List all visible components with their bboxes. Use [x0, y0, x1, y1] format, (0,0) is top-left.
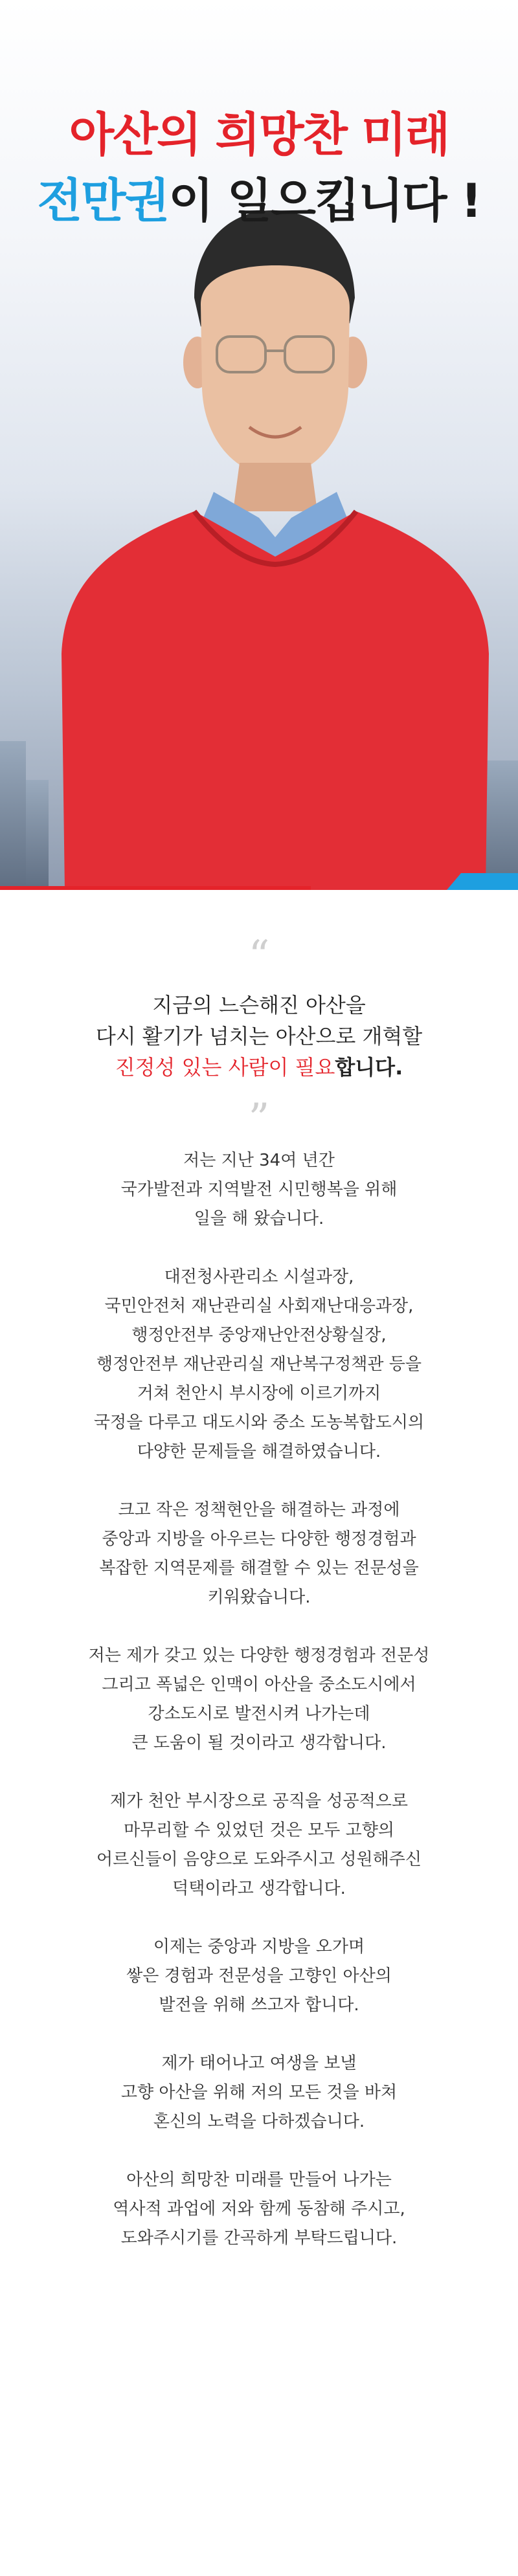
paragraph-line: 그리고 폭넓은 인맥이 아산을 중소도시에서 [102, 1675, 416, 1694]
paragraph-line: 마무리할 수 있었던 것은 모두 고향의 [123, 1821, 395, 1840]
paragraph-line: 큰 도움이 될 것이라고 생각합니다. [131, 1733, 387, 1753]
quote-section [0, 890, 518, 1143]
paragraph-line: 국정을 다루고 대도시와 중소 도농복합도시의 [93, 1413, 425, 1432]
headline-line-1: 아산의 희망찬 미래 [69, 107, 449, 162]
body-paragraph [0, 1496, 518, 1612]
body-paragraph [0, 2049, 518, 2137]
headline-line-2 [0, 163, 518, 230]
close-quote-icon: ” [248, 1095, 270, 1143]
quote-line-end: 합니다. [335, 1055, 403, 1080]
paragraph-line: 일을 해 왔습니다. [194, 1209, 324, 1228]
paragraph-line: 저는 제가 갖고 있는 다양한 행정경험과 전문성 [88, 1646, 430, 1665]
paragraph-line: 어르신들이 음양으로 도와주시고 성원해주신 [96, 1850, 422, 1869]
body-paragraph [0, 1146, 518, 1234]
paragraph-line: 강소도시로 발전시켜 나가는데 [148, 1704, 370, 1724]
quote-text [0, 990, 518, 1083]
quote-highlight: 진정성 있는 사람이 필요 [115, 1055, 335, 1080]
paragraph-line: 저는 지난 34여 년간 [183, 1151, 335, 1170]
paragraph-line: 역사적 과업에 저와 함께 동참해 주시고, [113, 2199, 405, 2219]
candidate-name: 전만권 [37, 173, 169, 228]
paragraph-line: 고향 아산을 위해 저의 모든 것을 바쳐 [120, 2083, 398, 2102]
paragraph-line: 행정안전부 중앙재난안전상황실장, [131, 1326, 387, 1345]
paragraph-line: 대전청사관리소 시설과장, [164, 1267, 354, 1287]
paragraph-line: 복잡한 지역문제를 해결할 수 있는 전문성을 [99, 1559, 419, 1578]
body-paragraph [0, 1641, 518, 1758]
paragraph-line: 다양한 문제들을 해결하였습니다. [137, 1442, 381, 1461]
paragraph-line: 아산의 희망찬 미래를 만들어 나가는 [126, 2170, 392, 2190]
body-paragraph [0, 2166, 518, 2253]
paragraph-line: 국가발전과 지역발전 시민행복을 위해 [120, 1180, 398, 1199]
body-paragraph [0, 1787, 518, 1904]
paragraph-line: 제가 태어나고 여생을 보낼 [161, 2054, 357, 2073]
quote-line: 지금의 느슨해진 아산을 [152, 993, 366, 1017]
paragraph-line: 중앙과 지방을 아우르는 다양한 행정경험과 [102, 1529, 416, 1549]
hero-banner [0, 0, 518, 890]
headline-line-2-rest: 이 일으킵니다 ! [168, 173, 481, 228]
open-quote-icon: “ [248, 932, 270, 980]
body-paragraph [0, 1263, 518, 1467]
paragraph-line: 키워왔습니다. [207, 1588, 311, 1607]
body-paragraph [0, 1933, 518, 2020]
paragraph-line: 이제는 중앙과 지방을 오가며 [153, 1937, 365, 1957]
paragraph-line: 국민안전처 재난관리실 사회재난대응과장, [104, 1296, 414, 1316]
body-text [0, 1146, 518, 2253]
paragraph-line: 발전을 위해 쓰고자 합니다. [159, 1995, 359, 2015]
paragraph-line: 덕택이라고 생각합니다. [172, 1879, 346, 1898]
quote-line [0, 1052, 518, 1083]
quote-line: 다시 활기가 넘치는 아산으로 개혁할 [95, 1024, 423, 1049]
paragraph-line: 거쳐 천안시 부시장에 이르기까지 [137, 1384, 381, 1403]
paragraph-line: 제가 천안 부시장으로 공직을 성공적으로 [109, 1792, 409, 1811]
paragraph-line: 크고 작은 정책현안을 해결하는 과정에 [118, 1500, 400, 1520]
paragraph-line: 혼신의 노력을 다하겠습니다. [153, 2112, 365, 2131]
paragraph-line: 도와주시기를 간곡하게 부탁드립니다. [120, 2228, 398, 2248]
paragraph-line: 쌓은 경험과 전문성을 고향인 아산의 [126, 1966, 392, 1986]
paragraph-line: 행정안전부 재난관리실 재난복구정책관 등을 [96, 1355, 422, 1374]
